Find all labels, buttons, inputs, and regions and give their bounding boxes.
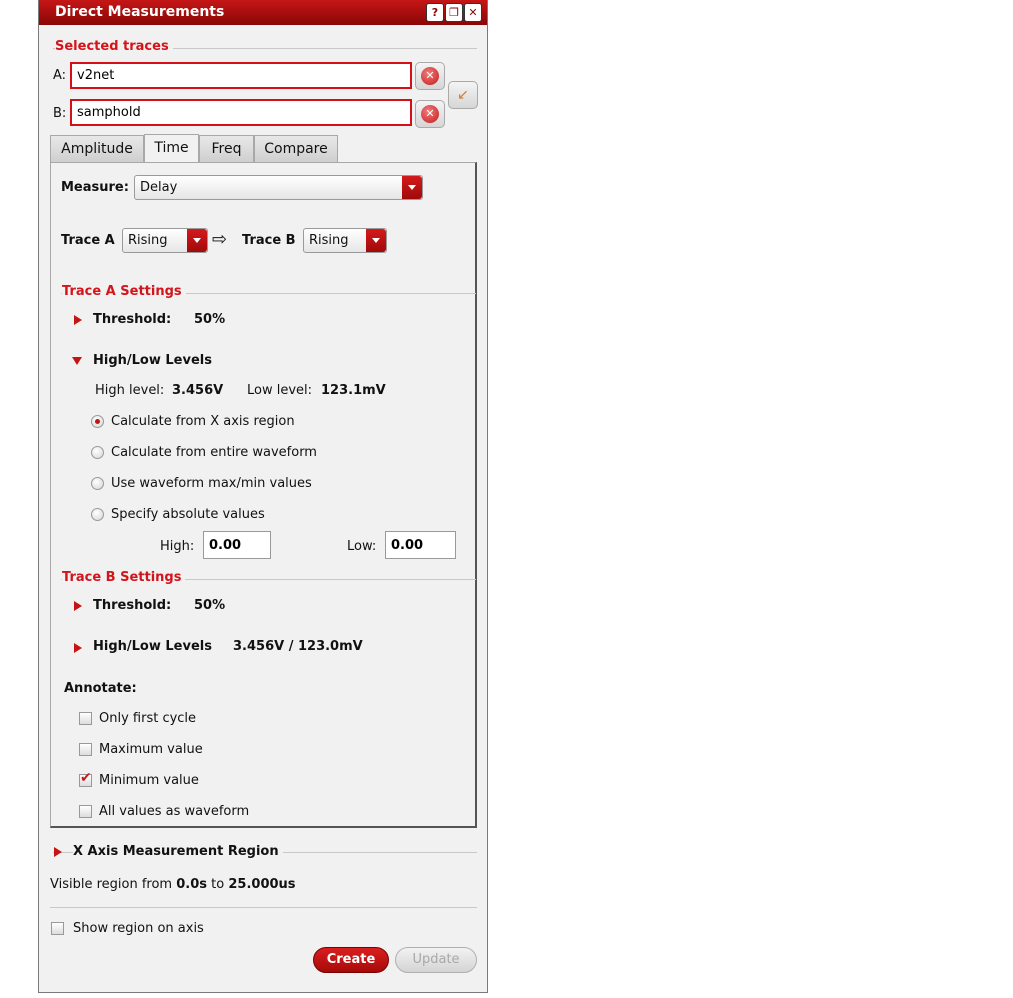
checkbox-first-cycle[interactable] <box>79 712 92 725</box>
divider <box>50 907 477 908</box>
window-title: Direct Measurements <box>55 4 225 20</box>
chevron-down-icon <box>366 229 386 252</box>
chevron-down-icon <box>187 229 207 252</box>
visible-region-from: 0.0s <box>176 877 208 892</box>
expand-icon[interactable] <box>74 643 82 653</box>
tab-amplitude[interactable]: Amplitude <box>50 135 144 162</box>
expand-icon[interactable] <box>74 315 82 325</box>
high-level-label: High level: <box>95 383 165 398</box>
annotate-item-label: Maximum value <box>99 742 203 757</box>
option-label: Calculate from X axis region <box>111 414 295 429</box>
checkbox-all-values[interactable] <box>79 805 92 818</box>
trace-b-levels-value: 3.456V / 123.0mV <box>233 639 363 654</box>
option-label: Calculate from entire waveform <box>111 445 317 460</box>
abs-low-label: Low: <box>347 539 377 554</box>
show-region-label: Show region on axis <box>73 921 204 936</box>
radio-max-min-values[interactable] <box>91 477 104 490</box>
trace-a-levels-label: High/Low Levels <box>93 353 212 368</box>
annotate-item-label: All values as waveform <box>99 804 250 819</box>
trace-a-input[interactable] <box>70 62 412 89</box>
float-button[interactable]: ❐ <box>445 3 463 22</box>
clear-icon: ✕ <box>421 105 439 123</box>
trace-b-edge-select[interactable] <box>303 228 387 253</box>
direct-measurements-panel <box>38 0 488 993</box>
option-label: Specify absolute values <box>111 507 265 522</box>
trace-b-input[interactable] <box>70 99 412 126</box>
collapse-icon[interactable] <box>72 357 82 365</box>
visible-region-prefix: Visible region from <box>50 877 173 892</box>
radio-absolute-values[interactable] <box>91 508 104 521</box>
checkbox-maximum[interactable] <box>79 743 92 756</box>
x-axis-region-header: X Axis Measurement Region <box>73 844 283 859</box>
help-button[interactable]: ? <box>426 3 444 22</box>
radio-x-axis-region[interactable] <box>91 415 104 428</box>
trace-b-levels-label: High/Low Levels <box>93 639 212 654</box>
clear-icon: ✕ <box>421 67 439 85</box>
create-button[interactable]: Create <box>313 947 389 973</box>
swap-icon: ↙ <box>457 87 469 103</box>
trace-a-edge-value: Rising <box>128 233 168 248</box>
measure-label: Measure: <box>61 180 129 195</box>
time-tab-panel <box>50 162 477 828</box>
clear-trace-b-button[interactable] <box>415 100 445 128</box>
trace-b-edge-value: Rising <box>309 233 349 248</box>
abs-low-input[interactable] <box>385 531 456 559</box>
edge-trace-b-label: Trace B <box>242 233 296 248</box>
checkbox-show-region[interactable] <box>51 922 64 935</box>
update-button[interactable]: Update <box>395 947 477 973</box>
tab-freq[interactable]: Freq <box>199 135 254 162</box>
trace-a-threshold-label: Threshold: <box>93 312 172 327</box>
radio-entire-waveform[interactable] <box>91 446 104 459</box>
measure-select[interactable] <box>134 175 423 200</box>
annotate-item-label: Minimum value <box>99 773 199 788</box>
visible-region-to-label: to <box>211 877 225 892</box>
trace-a-threshold-value: 50% <box>194 312 226 327</box>
edge-trace-a-label: Trace A <box>61 233 115 248</box>
annotate-label: Annotate: <box>64 681 137 696</box>
arrow-right-icon: ⇨ <box>212 229 228 250</box>
checkbox-minimum[interactable] <box>79 774 92 787</box>
selected-traces-header: Selected traces <box>55 39 173 54</box>
abs-high-label: High: <box>160 539 195 554</box>
tab-time[interactable]: Time <box>144 134 199 163</box>
close-button[interactable]: ✕ <box>464 3 482 22</box>
measure-value: Delay <box>140 180 178 195</box>
option-label: Use waveform max/min values <box>111 476 312 491</box>
low-level-value: 123.1mV <box>321 383 386 398</box>
title-bar <box>39 0 487 25</box>
high-level-value: 3.456V <box>172 383 224 398</box>
chevron-down-icon <box>402 176 422 199</box>
trace-a-label: A: <box>53 68 67 83</box>
trace-a-settings-header: Trace A Settings <box>62 284 186 299</box>
tab-compare[interactable]: Compare <box>254 135 338 162</box>
clear-trace-a-button[interactable] <box>415 62 445 90</box>
abs-high-input[interactable] <box>203 531 271 559</box>
expand-icon[interactable] <box>74 601 82 611</box>
trace-a-edge-select[interactable] <box>122 228 208 253</box>
visible-region-text <box>50 877 296 892</box>
expand-icon[interactable] <box>54 847 62 857</box>
trace-b-label: B: <box>53 106 67 121</box>
trace-b-threshold-value: 50% <box>194 598 226 613</box>
trace-b-threshold-label: Threshold: <box>93 598 172 613</box>
low-level-label: Low level: <box>247 383 313 398</box>
visible-region-to: 25.000us <box>228 877 296 892</box>
annotate-item-label: Only first cycle <box>99 711 197 726</box>
swap-traces-button[interactable] <box>448 81 478 109</box>
trace-b-settings-header: Trace B Settings <box>62 570 185 585</box>
